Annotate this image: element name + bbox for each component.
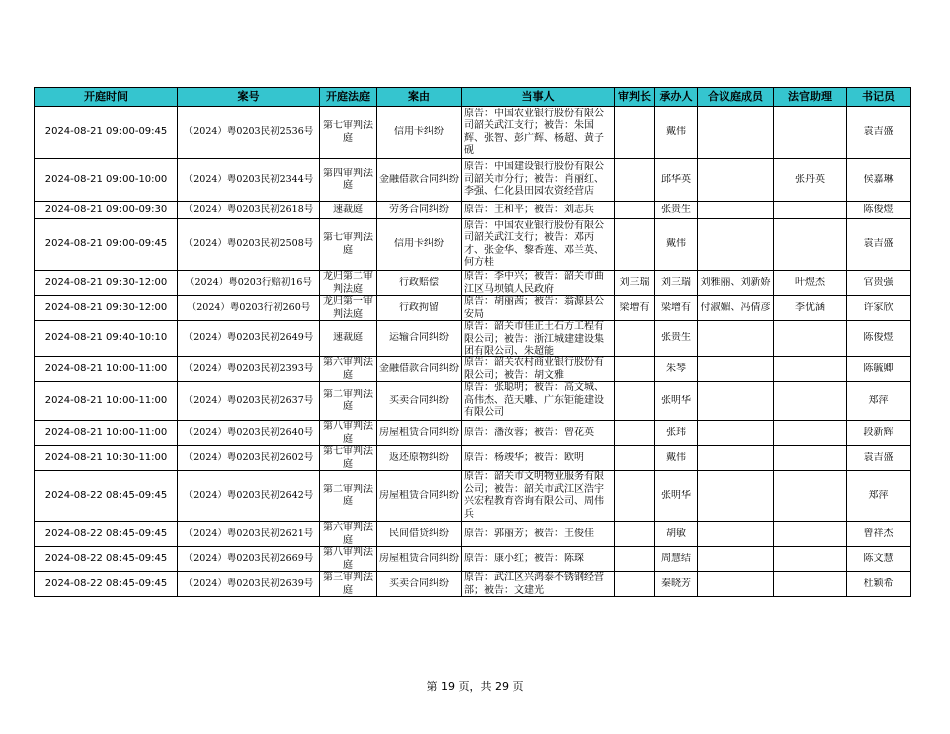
cell-court [320,219,377,271]
cell-cause-text: 房屋租赁合同纠纷 [379,489,459,501]
cell-time [35,522,178,547]
cell-presiding-judge [615,271,655,296]
cell-clerk-text: 许家欣 [863,301,894,313]
cell-parties-text: 原告：韶关市佳正土石方工程有限公司；被告：浙江城建建设集团有限公司、朱超能 [464,321,604,356]
footer-prefix: 第 [426,680,441,693]
cell-cause [377,572,462,597]
cell-panel [698,421,774,446]
cell-parties-text: 原告：中国建设银行股份有限公司韶关市分行；被告：肖丽红、李强、仁化县田园农资经营店 [464,161,604,198]
cell-assistant [774,107,847,159]
cell-handler [655,159,698,202]
cell-case-no [178,357,320,382]
cell-cause-text: 房屋租赁合同纠纷 [379,552,459,564]
cell-clerk-text: 段新辉 [863,426,894,438]
cell-cause [377,547,462,572]
cell-court [320,271,377,296]
cell-assistant [774,446,847,471]
table-row [35,421,911,446]
cell-parties-text: 原告：韶关农村商业银行股份有限公司；被告：胡文雅 [464,357,604,381]
cell-court [320,357,377,382]
cell-parties-text: 原告：胡丽茜；被告：翁源县公安局 [464,296,604,320]
cell-assistant [774,159,847,202]
cell-presiding-judge [615,471,655,522]
cell-parties-text: 原告：潘汝蓉；被告：曾花英 [464,426,594,438]
cell-parties-text: 原告：康小红；被告：陈琛 [464,552,584,564]
cell-cause-text: 行政赔偿 [399,276,439,288]
cell-case-no [178,446,320,471]
table-row [35,547,911,572]
cell-assistant [774,522,847,547]
table-row [35,159,911,202]
cell-case-no-text: （2024）粤0203民初2637号 [183,394,314,406]
cell-cause [377,107,462,159]
cell-handler-text: 朱琴 [666,362,686,374]
cell-handler [655,446,698,471]
cell-clerk-text: 杜颖希 [863,577,894,589]
cell-panel [698,321,774,357]
cell-panel [698,271,774,296]
cell-case-no-text: （2024）粤0203行初260号 [186,301,311,313]
cell-panel [698,296,774,321]
cell-time [35,321,178,357]
cell-clerk [847,382,911,421]
cell-cause [377,421,462,446]
cell-assistant-text: 张丹英 [795,173,825,185]
footer-middle: 页，共 [455,680,495,693]
cell-clerk-text: 官贵强 [863,276,894,288]
cell-case-no [178,471,320,522]
cell-assistant [774,547,847,572]
cell-handler [655,357,698,382]
cell-court-text: 龙归第二审判法庭 [323,271,373,295]
cell-handler [655,321,698,357]
cell-presiding-judge [615,382,655,421]
cell-panel [698,522,774,547]
cell-panel [698,382,774,421]
cell-assistant [774,321,847,357]
cell-panel [698,357,774,382]
cell-handler-text: 梁增有 [661,301,691,313]
cell-parties [462,382,615,421]
cell-assistant [774,219,847,271]
cell-court-text: 第六审判法庭 [323,357,373,381]
cell-handler-text: 周慧结 [661,552,691,564]
table-row [35,296,911,321]
cell-time [35,357,178,382]
cell-time-text: 2024-08-21 09:30-12:00 [44,301,168,313]
cell-clerk [847,572,911,597]
cell-case-no [178,159,320,202]
cell-cause [377,159,462,202]
cell-assistant [774,296,847,321]
cell-assistant-text: 李优涵 [795,301,825,313]
cell-panel [698,159,774,202]
header-case-no: 案号 [178,88,320,107]
cell-time [35,446,178,471]
cell-parties [462,159,615,202]
cell-parties [462,357,615,382]
cell-clerk-text: 袁吉盛 [863,451,894,463]
cell-time [35,159,178,202]
cell-case-no [178,107,320,159]
cell-parties-text: 原告：张聪明；被告：高文城、高伟杰、范天雕、广东钜能建设有限公司 [464,382,604,419]
cell-time-text: 2024-08-21 09:00-09:45 [44,126,168,138]
cell-time [35,219,178,271]
cell-assistant [774,382,847,421]
cell-time [35,382,178,421]
cell-panel [698,202,774,219]
cell-presiding-judge [615,446,655,471]
cell-handler [655,107,698,159]
cell-clerk-text: 陈文慧 [863,552,894,564]
footer-suffix: 页 [509,680,524,693]
cell-handler [655,572,698,597]
header-handler: 承办人 [655,88,698,107]
cell-court-text: 第七审判法庭 [323,120,373,144]
cell-presiding-judge [615,547,655,572]
cell-cause [377,357,462,382]
cell-parties-text: 原告：中国农业银行股份有限公司韶关武江支行；被告：朱国辉、张智、彭广辉、杨超、黄子砚 [464,107,604,156]
cell-time [35,271,178,296]
cell-case-no [178,421,320,446]
footer-page-number: 19 [441,680,455,693]
cell-handler [655,382,698,421]
cell-court-text: 第二审判法庭 [323,483,373,507]
cell-presiding-judge [615,321,655,357]
cell-assistant-text: 叶煜杰 [795,276,825,288]
cell-court-text: 第六审判法庭 [323,522,373,546]
cell-case-no-text: （2024）粤0203民初2602号 [183,451,314,463]
cell-assistant [774,421,847,446]
cell-court [320,202,377,219]
cell-parties-text: 原告：李中兴；被告：韶关市曲江区马坝镇人民政府 [464,271,604,295]
cell-handler [655,296,698,321]
cell-court [320,321,377,357]
cell-presiding-judge [615,219,655,271]
cell-presiding-judge [615,421,655,446]
cell-presiding-judge [615,296,655,321]
header-cause: 案由 [377,88,462,107]
cell-time-text: 2024-08-22 08:45-09:45 [44,527,168,539]
cell-parties [462,321,615,357]
cell-court-text: 速裁庭 [333,203,363,215]
cell-case-no [178,202,320,219]
cell-time-text: 2024-08-22 08:45-09:45 [44,552,168,564]
cell-case-no-text: （2024）粤0203民初2640号 [183,426,314,438]
cell-time-text: 2024-08-22 08:45-09:45 [44,577,168,589]
cell-clerk-text: 曾祥杰 [863,527,894,539]
cell-presiding-judge [615,522,655,547]
cell-case-no-text: （2024）粤0203民初2642号 [183,489,314,501]
cell-clerk [847,107,911,159]
cell-handler [655,547,698,572]
cell-court [320,547,377,572]
cell-clerk-text: 袁吉盛 [863,126,894,138]
schedule-table [34,87,911,597]
cell-parties [462,421,615,446]
cell-handler-text: 张明华 [661,394,691,406]
cell-parties-text: 原告：郭丽芳；被告：王俊佳 [464,527,594,539]
cell-clerk-text: 陈俊煜 [863,203,894,215]
cell-cause-text: 运输合同纠纷 [389,332,449,344]
cell-handler-text: 胡敏 [666,527,686,539]
cell-parties [462,471,615,522]
cell-presiding-judge [615,107,655,159]
cell-time-text: 2024-08-21 10:30-11:00 [44,451,168,463]
cell-clerk [847,421,911,446]
cell-handler [655,421,698,446]
cell-cause-text: 民间借贷纠纷 [389,527,449,539]
table-row [35,471,911,522]
cell-cause-text: 金融借款合同纠纷 [379,362,459,374]
cell-clerk [847,321,911,357]
cell-court [320,572,377,597]
cell-case-no [178,572,320,597]
cell-parties [462,296,615,321]
table-row [35,522,911,547]
cell-time-text: 2024-08-21 09:00-09:30 [44,203,168,215]
cell-time [35,572,178,597]
header-parties: 当事人 [462,88,615,107]
cell-clerk-text: 袁吉盛 [863,238,894,250]
cell-case-no-text: （2024）粤0203民初2393号 [183,362,314,374]
cell-court [320,471,377,522]
cell-clerk [847,446,911,471]
cell-court [320,159,377,202]
cell-case-no-text: （2024）粤0203民初2639号 [183,577,314,589]
cell-cause-text: 信用卡纠纷 [394,238,444,250]
cell-court-text: 第四审判法庭 [323,167,373,191]
cell-cause [377,271,462,296]
cell-cause-text: 买卖合同纠纷 [389,394,449,406]
cell-parties [462,446,615,471]
cell-court [320,421,377,446]
cell-case-no-text: （2024）粤0203民初2344号 [183,173,314,185]
cell-cause [377,321,462,357]
cell-time-text: 2024-08-21 10:00-11:00 [44,362,168,374]
cell-court-text: 龙归第一审判法庭 [323,296,373,320]
cell-assistant [774,271,847,296]
page-footer [0,678,950,694]
cell-cause [377,202,462,219]
cell-handler-text: 张玮 [666,426,686,438]
cell-handler [655,271,698,296]
cell-panel [698,572,774,597]
table-row [35,271,911,296]
cell-parties [462,547,615,572]
cell-handler-text: 张明华 [661,489,691,501]
cell-case-no-text: （2024）粤0203民初2508号 [183,238,314,250]
cell-cause-text: 金融借款合同纠纷 [379,173,459,185]
cell-cause-text: 返还原物纠纷 [389,451,449,463]
cell-cause-text: 房屋租赁合同纠纷 [379,426,459,438]
cell-cause [377,296,462,321]
cell-case-no-text: （2024）粤0203行赔初16号 [185,276,312,288]
cell-court-text: 第七审判法庭 [323,232,373,256]
cell-case-no-text: （2024）粤0203民初2536号 [183,126,314,138]
cell-panel [698,107,774,159]
header-assistant: 法官助理 [774,88,847,107]
header-row [35,88,911,107]
cell-clerk-text: 陈俊煜 [863,332,894,344]
table-row [35,107,911,159]
cell-court [320,522,377,547]
cell-cause [377,522,462,547]
cell-clerk-text: 侯嘉琳 [863,173,894,185]
cell-panel-text: 刘雅丽、刘新娇 [700,276,771,288]
cell-presiding-judge [615,357,655,382]
cell-time [35,107,178,159]
cell-presiding-judge [615,159,655,202]
cell-parties-text: 原告：武江区兴鸿泰不锈钢经营部；被告：文建光 [464,572,604,596]
cell-time [35,296,178,321]
cell-cause-text: 劳务合同纠纷 [389,203,449,215]
cell-cause [377,446,462,471]
cell-cause [377,219,462,271]
cell-case-no [178,547,320,572]
cell-handler-text: 刘三瑞 [661,276,691,288]
cell-court [320,446,377,471]
table-row [35,357,911,382]
cell-clerk-text: 郑萍 [868,394,889,406]
cell-time [35,421,178,446]
cell-time [35,471,178,522]
cell-panel [698,446,774,471]
cell-clerk-text: 陈毓卿 [863,362,894,374]
cell-court-text: 第二审判法庭 [323,388,373,412]
cell-parties-text: 原告：中国农业银行股份有限公司韶关武江支行；被告：邓丙才、张金华、黎香莲、邓兰英、何方桂 [464,219,604,268]
cell-handler [655,522,698,547]
cell-parties [462,219,615,271]
cell-presiding-judge-text: 刘三瑞 [619,276,650,288]
cell-handler-text: 张贵生 [661,203,691,215]
table-row [35,202,911,219]
cell-case-no [178,219,320,271]
cell-parties-text: 原告：杨竣华；被告：欧明 [464,451,584,463]
cell-assistant [774,357,847,382]
cell-presiding-judge [615,572,655,597]
cell-handler [655,219,698,271]
cell-clerk [847,159,911,202]
cell-case-no [178,296,320,321]
header-presiding-judge: 审判长 [615,88,655,107]
cell-parties-text: 原告：王和平；被告：刘志兵 [464,203,594,215]
cell-handler-text: 张贵生 [661,332,691,344]
cell-cause-text: 行政拘留 [399,301,439,313]
cell-case-no [178,321,320,357]
cell-cause [377,382,462,421]
cell-clerk [847,271,911,296]
cell-handler-text: 戴伟 [666,126,686,138]
cell-presiding-judge [615,202,655,219]
header-clerk: 书记员 [847,88,911,107]
cell-clerk [847,202,911,219]
cell-assistant [774,202,847,219]
cell-clerk [847,296,911,321]
cell-handler [655,471,698,522]
cell-court [320,107,377,159]
cell-court-text: 第八审判法庭 [323,421,373,445]
table-row [35,321,911,357]
cell-time-text: 2024-08-21 10:00-11:00 [44,426,168,438]
cell-panel [698,547,774,572]
table-row [35,446,911,471]
cell-handler-text: 戴伟 [666,451,686,463]
cell-handler-text: 秦晓芳 [661,577,691,589]
cell-panel [698,471,774,522]
cell-case-no [178,522,320,547]
cell-clerk-text: 郑萍 [868,489,889,501]
cell-court-text: 第八审判法庭 [323,547,373,571]
cell-time-text: 2024-08-21 09:30-12:00 [44,276,168,288]
cell-case-no [178,271,320,296]
cell-court [320,382,377,421]
cell-cause-text: 信用卡纠纷 [394,126,444,138]
cell-clerk [847,471,911,522]
cell-handler [655,202,698,219]
cell-handler-text: 邱华英 [661,173,691,185]
cell-presiding-judge-text: 梁增有 [619,301,650,313]
cell-time-text: 2024-08-21 10:00-11:00 [44,394,168,406]
cell-court-text: 第七审判法庭 [323,446,373,470]
cell-parties [462,572,615,597]
cell-case-no-text: （2024）粤0203民初2669号 [183,552,314,564]
cell-handler-text: 戴伟 [666,238,686,250]
cell-clerk [847,357,911,382]
cell-time [35,202,178,219]
header-panel: 合议庭成员 [698,88,774,107]
header-time: 开庭时间 [35,88,178,107]
cell-time [35,547,178,572]
cell-time-text: 2024-08-22 08:45-09:45 [44,489,168,501]
cell-time-text: 2024-08-21 09:00-09:45 [44,238,168,250]
header-court: 开庭法庭 [320,88,377,107]
cell-court-text: 速裁庭 [333,332,363,344]
cell-cause [377,471,462,522]
cell-parties [462,107,615,159]
cell-case-no [178,382,320,421]
cell-cause-text: 买卖合同纠纷 [389,577,449,589]
cell-assistant [774,572,847,597]
cell-case-no-text: （2024）粤0203民初2618号 [183,203,314,215]
cell-case-no-text: （2024）粤0203民初2621号 [183,527,314,539]
cell-court-text: 第三审判法庭 [323,572,373,596]
cell-clerk [847,219,911,271]
table-row [35,219,911,271]
cell-parties [462,271,615,296]
cell-clerk [847,522,911,547]
cell-panel [698,219,774,271]
cell-panel-text: 付淑媚、冯倩彦 [700,301,771,313]
cell-parties-text: 原告：韶关市文明物业服务有限公司；被告：韶关市武江区浩宇兴宏程教育咨询有限公司、周伟兵 [464,471,604,520]
cell-court [320,296,377,321]
cell-case-no-text: （2024）粤0203民初2649号 [183,332,314,344]
cell-parties [462,522,615,547]
cell-clerk [847,547,911,572]
cell-parties [462,202,615,219]
table-row [35,572,911,597]
cell-time-text: 2024-08-21 09:00-10:00 [44,173,168,185]
cell-time-text: 2024-08-21 09:40-10:10 [44,332,168,344]
table-row [35,382,911,421]
cell-assistant [774,471,847,522]
footer-total-pages: 29 [495,680,509,693]
